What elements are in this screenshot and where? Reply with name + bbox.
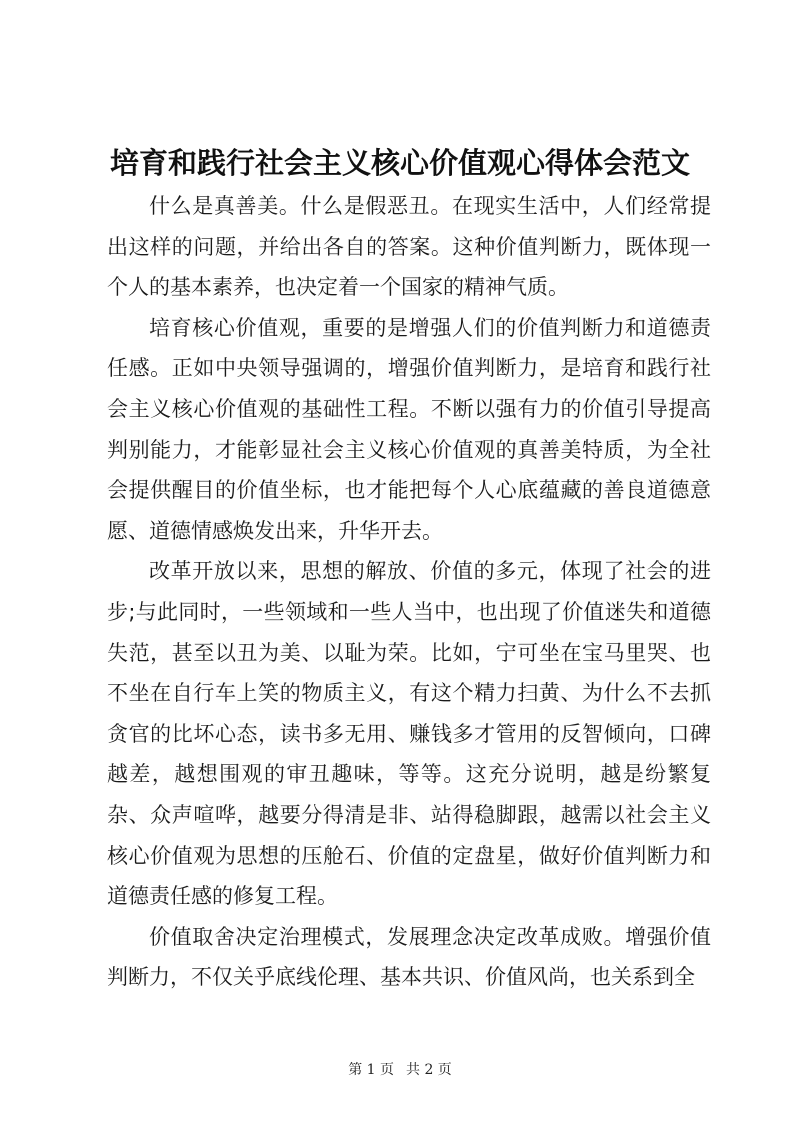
paragraph: 什么是真善美。什么是假恶丑。在现实生活中，人们经常提出这样的问题，并给出各自的答案。这种价值判断力，既体现一个人的基本素养，也决定着一个国家的精神气质。 — [107, 194, 711, 300]
paragraph: 改革开放以来，思想的解放、价值的多元，体现了社会的进步;与此同时，一些领域和一些人当中，也出现了价值迷失和道德失范，甚至以丑为美、以耻为荣。比如，宁可坐在宝马里哭、也不坐在自行车上笑的物质主义，有这个精力扫黄、为什么不去抓贪官的比坏心态，读书多无用、赚钱多才管用的反智倾向，口碑越差，越想围观的审丑趣味，等等。这充分说明，越是纷繁复杂、众声喧哗，越要分得清是非、站得稳脚跟，越需以社会主义核心价值观为思想的压舱石、价值的定盘星，做好价值判断力和道德责任感的修复工程。 — [107, 559, 711, 909]
page-footer — [0, 1060, 800, 1080]
paragraph: 价值取舍决定治理模式，发展理念决定改革成败。增强价值判断力，不仅关乎底线伦理、基本共识、价值风尚，也关系到全 — [107, 924, 711, 990]
document-body — [107, 186, 711, 998]
page-number-total: 共 2 页 — [406, 1062, 452, 1078]
page-number-current: 第 1 页 — [348, 1062, 394, 1078]
document-title: 培育和践行社会主义核心价值观心得体会范文 — [109, 146, 690, 180]
paragraph: 培育核心价值观，重要的是增强人们的价值判断力和道德责任感。正如中央领导强调的，增强价值判断力，是培育和践行社会主义核心价值观的基础性工程。不断以强有力的价值引导提高判别能力，才能彰显社会主义核心价值观的真善美特质，为全社会提供醒目的价值坐标，也才能把每个人心底蕴藏的善良道德意愿、道德情感焕发出来，升华开去。 — [107, 315, 711, 543]
